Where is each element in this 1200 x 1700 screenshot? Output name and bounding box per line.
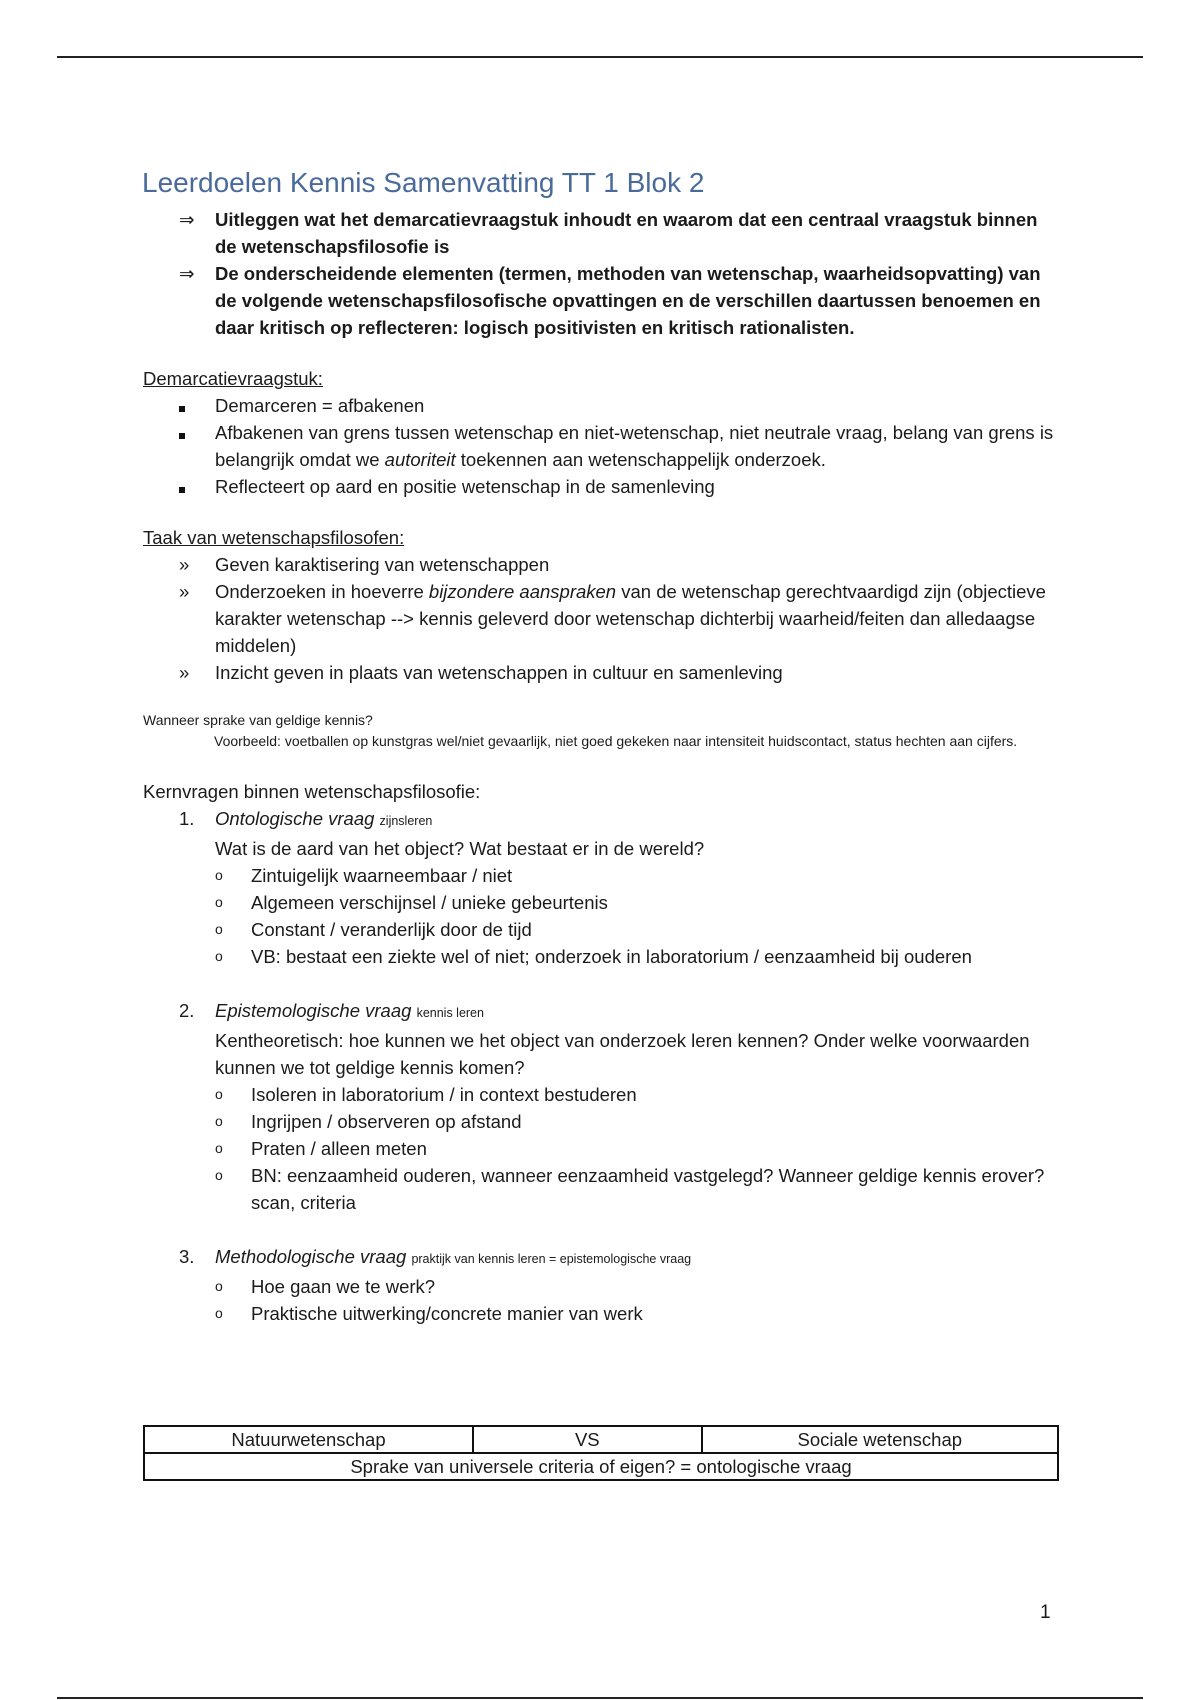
page-title: Leerdoelen Kennis Samenvatting TT 1 Blok 2 (142, 167, 705, 198)
list-item: o VB: bestaat een ziekte wel of niet; onderzoek in laboratorium / eenzaamheid bij ouderen (179, 943, 1063, 970)
square-bullet-icon (179, 433, 185, 439)
comparison-table (143, 1425, 1059, 1481)
circle-bullet-icon: o (215, 1140, 223, 1156)
list-item (143, 578, 1063, 659)
circle-bullet-icon: o (215, 867, 223, 883)
question-desc: Kentheoretisch: hoe kunnen we het object van onderzoek leren kennen? Onder welke voorwaarden kunnen we tot geldige kennis komen? (215, 1030, 1030, 1078)
list-item: o BN: eenzaamheid ouderen, wanneer eenzaamheid vastgelegd? Wanneer geldige kennis erover? scan, criteria (179, 1162, 1063, 1216)
guillemet-icon: » (179, 662, 190, 683)
table-cell: Sprake van universele criteria of eigen? = ontologische vraag (144, 1453, 1058, 1480)
goal-item (143, 260, 1063, 341)
kern-question-2 (143, 997, 1063, 1081)
goal-text: Uitleggen wat het demarcatievraagstuk inhoudt en waarom dat een centraal vraagstuk binnen de wetenschapsfilosofie is (215, 209, 1038, 257)
table-cell: Natuurwetenschap (144, 1426, 473, 1453)
arrow-icon: ⇒ (179, 263, 195, 284)
goal-item (143, 206, 1063, 260)
list-item-text: Demarceren = afbakenen (215, 395, 425, 416)
taak-list (143, 551, 1063, 686)
list-item: o Praten / alleen meten (179, 1135, 1063, 1162)
question-desc: Wat is de aard van het object? Wat bestaat er in de wereld? (215, 838, 705, 859)
circle-bullet-icon: o (215, 1305, 223, 1321)
list-item: o Algemeen verschijnsel / unieke gebeurtenis (179, 889, 1063, 916)
question-note: kennis leren (416, 1006, 484, 1020)
table-row (144, 1453, 1058, 1480)
list-item: o Constant / veranderlijk door de tijd (179, 916, 1063, 943)
circle-bullet-icon: o (215, 1086, 223, 1102)
demarcatie-list (143, 392, 1063, 500)
list-item: o Zintuigelijk waarneembaar / niet (179, 862, 1063, 889)
bottom-rule (57, 1697, 1143, 1699)
q1-sublist (179, 862, 1063, 970)
item-number: 2. (179, 1000, 195, 1021)
taak-heading: Taak van wetenschapsfilosofen: (143, 527, 405, 548)
list-item (143, 659, 1063, 686)
list-item: o Hoe gaan we te werk? (179, 1273, 1063, 1300)
list-item-text: Geven karaktisering van wetenschappen (215, 554, 550, 575)
geldig-question: Wanneer sprake van geldige kennis? (143, 712, 373, 728)
table-cell: VS (473, 1426, 702, 1453)
item-number: 1. (179, 808, 195, 829)
kern-question-1 (143, 805, 1063, 862)
question-name: Methodologische vraag (215, 1246, 407, 1267)
question-note: zijnsleren (379, 814, 433, 828)
question-name: Epistemologische vraag (215, 1000, 412, 1021)
kern-question-3 (143, 1243, 1063, 1273)
circle-bullet-icon: o (215, 1278, 223, 1294)
list-item: o Ingrijpen / observeren op afstand (179, 1108, 1063, 1135)
circle-bullet-icon: o (215, 1113, 223, 1129)
list-item: o Praktische uitwerking/concrete manier van werk (179, 1300, 1063, 1327)
circle-bullet-icon: o (215, 921, 223, 937)
q2-sublist (179, 1081, 1063, 1216)
list-item (143, 419, 1063, 473)
list-item (143, 473, 1063, 500)
square-bullet-icon (179, 487, 185, 493)
list-item-text: Onderzoeken in hoeverre bijzondere aanspraken van de wetenschap gerechtvaardigd zijn (objectieve karakter wetenschap --> kennis geleverd door wetenschap dichterbij waarheid/feiten dan alledaagse middelen) (215, 581, 1046, 656)
goal-text: De onderscheidende elementen (termen, methoden van wetenschap, waarheidsopvatting) van de volgende wetenschapsfilosofische opvattingen en de verschillen daartussen benoemen en daar kritisch op reflecteren: logisch positivisten en kritisch rationalisten. (215, 263, 1041, 338)
arrow-icon: ⇒ (179, 209, 195, 230)
page-number: 1 (1040, 1602, 1051, 1623)
list-item-text: Inzicht geven in plaats van wetenschappen in cultuur en samenleving (215, 662, 783, 683)
list-item: o Isoleren in laboratorium / in context bestuderen (179, 1081, 1063, 1108)
emphasis-autoriteit: autoriteit (384, 449, 456, 470)
list-item-text: Afbakenen van grens tussen wetenschap en niet-wetenschap, niet neutrale vraag, belang van grens is belangrijk omdat we autoriteit toekennen aan wetenschappelijk onderzoek. (215, 422, 1054, 470)
square-bullet-icon (179, 406, 185, 412)
q3-sublist (179, 1273, 1063, 1327)
top-rule (57, 56, 1143, 58)
document-body (143, 166, 1063, 1327)
learning-goals (143, 206, 1063, 341)
circle-bullet-icon: o (215, 1167, 223, 1183)
guillemet-icon: » (179, 581, 190, 602)
circle-bullet-icon: o (215, 894, 223, 910)
table-cell: Sociale wetenschap (702, 1426, 1058, 1453)
table-row (144, 1426, 1058, 1453)
item-number: 3. (179, 1246, 195, 1267)
circle-bullet-icon: o (215, 948, 223, 964)
guillemet-icon: » (179, 554, 190, 575)
list-item (143, 551, 1063, 578)
kern-heading: Kernvragen binnen wetenschapsfilosofie: (143, 781, 481, 802)
question-note: praktijk van kennis leren = epistemologische vraag (411, 1252, 692, 1266)
question-name: Ontologische vraag (215, 808, 375, 829)
demarcatie-heading: Demarcatievraagstuk: (143, 368, 323, 389)
list-item-text: Reflecteert op aard en positie wetenschap in de samenleving (215, 476, 715, 497)
list-item (143, 392, 1063, 419)
emphasis-aanspraken: bijzondere aanspraken (428, 581, 617, 602)
geldig-example: Voorbeeld: voetballen op kunstgras wel/niet gevaarlijk, niet goed gekeken naar intensiteit huidscontact, status hechten aan cijfers. (214, 733, 1018, 749)
